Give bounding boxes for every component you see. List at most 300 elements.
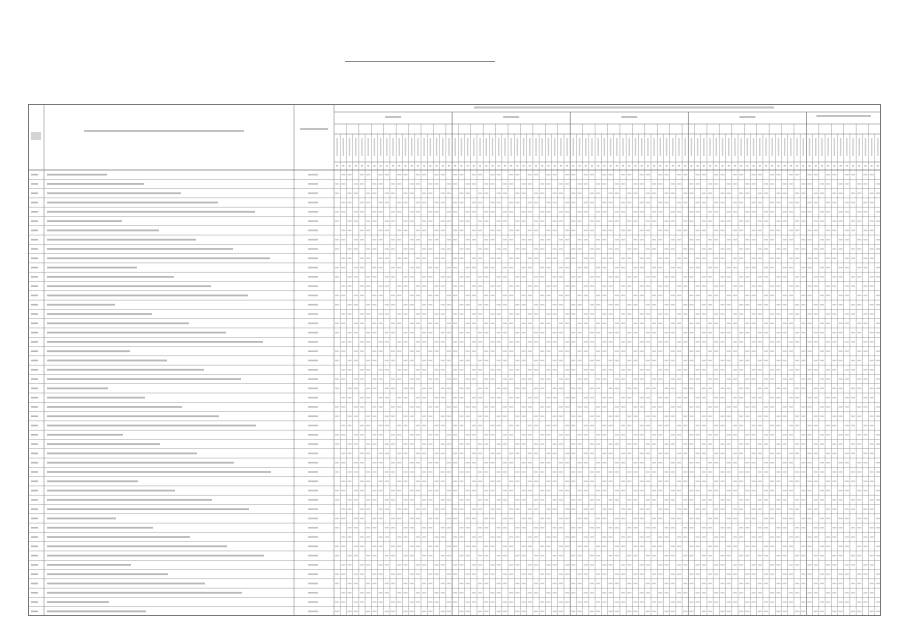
table-cell-smudge: [863, 434, 867, 435]
table-cell-smudge: [751, 267, 755, 268]
table-cell-smudge: [559, 323, 563, 324]
table-cell-smudge: [416, 425, 420, 426]
table-cell-smudge: [602, 490, 606, 491]
table-cell-smudge: [832, 276, 836, 277]
table-cell-smudge: [372, 490, 376, 491]
table-cell-smudge: [571, 285, 575, 286]
table-cell-smudge: [596, 434, 600, 435]
table-cell-smudge: [633, 193, 637, 194]
table-cell-smudge: [621, 378, 625, 379]
table-cell-smudge: [403, 193, 407, 194]
table-row-name-smudge: [47, 313, 152, 315]
table-cell-smudge: [870, 369, 874, 370]
table-cell-smudge: [497, 536, 501, 537]
table-cell-smudge: [571, 313, 575, 314]
table-cell-smudge: [366, 425, 370, 426]
table-cell-smudge: [360, 573, 364, 574]
table-row-code-smudge: [31, 220, 38, 222]
table-cell-smudge: [708, 248, 712, 249]
table-cell-smudge: [677, 518, 681, 519]
table-cell-smudge: [571, 397, 575, 398]
table-cell-smudge: [347, 527, 351, 528]
table-cell-smudge: [807, 462, 811, 463]
table-cell-smudge: [341, 239, 345, 240]
table-cell-smudge: [397, 518, 401, 519]
table-row-name-smudge: [47, 304, 115, 306]
table-row-name-smudge: [47, 499, 212, 501]
table-cell-smudge: [354, 193, 358, 194]
table-cell-smudge: [739, 258, 743, 259]
table-cell-smudge: [528, 425, 532, 426]
table-cell-smudge: [453, 508, 457, 509]
table-cell-smudge: [571, 202, 575, 203]
header-vertical-label-smudge: [784, 138, 785, 156]
table-cell-smudge: [683, 416, 687, 417]
table-cell-smudge: [422, 304, 426, 305]
table-cell-smudge: [559, 220, 563, 221]
table-cell-smudge: [447, 220, 451, 221]
table-cell-smudge: [832, 285, 836, 286]
table-cell-smudge: [633, 555, 637, 556]
table-cell-smudge: [360, 323, 364, 324]
header-column-number-smudge: [777, 165, 779, 167]
table-cell-smudge: [764, 332, 768, 333]
table-cell-smudge: [584, 202, 588, 203]
table-cell-smudge: [503, 601, 507, 602]
table-cell-smudge: [453, 378, 457, 379]
table-cell-smudge: [366, 174, 370, 175]
table-cell-smudge: [553, 220, 557, 221]
table-cell-smudge: [366, 369, 370, 370]
table-cell-smudge: [832, 443, 836, 444]
table-cell-smudge: [590, 443, 594, 444]
table-cell-smudge: [577, 583, 581, 584]
table-cell-smudge: [807, 434, 811, 435]
table-cell-smudge: [434, 573, 438, 574]
table-cell-smudge: [602, 536, 606, 537]
table-cell-smudge: [497, 388, 501, 389]
table-cell-smudge: [640, 434, 644, 435]
table-cell-smudge: [584, 481, 588, 482]
table-cell-smudge: [615, 388, 619, 389]
table-cell-smudge: [807, 573, 811, 574]
table-cell-smudge: [832, 527, 836, 528]
table-cell-smudge: [714, 230, 718, 231]
table-cell-smudge: [851, 555, 855, 556]
table-cell-smudge: [391, 276, 395, 277]
table-cell-smudge: [354, 295, 358, 296]
table-cell-smudge: [677, 397, 681, 398]
table-cell-smudge: [801, 601, 805, 602]
table-cell-smudge: [789, 518, 793, 519]
table-cell-smudge: [546, 267, 550, 268]
table-cell-smudge: [478, 536, 482, 537]
table-cell-smudge: [484, 267, 488, 268]
table-row-unit-smudge: [308, 202, 318, 204]
table-row-unit-smudge: [308, 323, 318, 325]
table-cell-smudge: [590, 564, 594, 565]
table-cell-smudge: [590, 388, 594, 389]
table-cell-smudge: [733, 425, 737, 426]
table-cell-smudge: [428, 267, 432, 268]
table-cell-smudge: [478, 471, 482, 472]
table-cell-smudge: [820, 183, 824, 184]
table-cell-smudge: [633, 471, 637, 472]
table-cell-smudge: [633, 546, 637, 547]
table-cell-smudge: [646, 174, 650, 175]
table-cell-smudge: [422, 258, 426, 259]
table-cell-smudge: [472, 341, 476, 342]
table-row-name-smudge: [47, 229, 159, 231]
table-cell-smudge: [472, 592, 476, 593]
table-cell-smudge: [658, 295, 662, 296]
table-cell-smudge: [534, 193, 538, 194]
table-cell-smudge: [652, 434, 656, 435]
table-cell-smudge: [403, 481, 407, 482]
table-cell-smudge: [540, 211, 544, 212]
table-cell-smudge: [633, 573, 637, 574]
table-cell-smudge: [347, 276, 351, 277]
table-cell-smudge: [646, 276, 650, 277]
table-cell-smudge: [497, 174, 501, 175]
header-vertical-label-smudge: [653, 138, 654, 156]
table-cell-smudge: [602, 267, 606, 268]
table-cell-smudge: [459, 258, 463, 259]
table-cell-smudge: [584, 592, 588, 593]
table-cell-smudge: [845, 481, 849, 482]
header-column-number-smudge: [460, 165, 462, 167]
table-cell-smudge: [820, 332, 824, 333]
header-vertical-label-smudge: [672, 138, 673, 156]
table-cell-smudge: [652, 601, 656, 602]
table-cell-smudge: [664, 369, 668, 370]
table-cell-smudge: [633, 611, 637, 612]
table-cell-smudge: [385, 416, 389, 417]
table-cell-smudge: [528, 453, 532, 454]
table-cell-smudge: [708, 276, 712, 277]
table-cell-smudge: [764, 193, 768, 194]
table-cell-smudge: [441, 592, 445, 593]
table-cell-smudge: [410, 527, 414, 528]
table-cell-smudge: [577, 462, 581, 463]
table-cell-smudge: [521, 350, 525, 351]
table-cell-smudge: [372, 211, 376, 212]
table-cell-smudge: [528, 434, 532, 435]
table-cell-smudge: [478, 443, 482, 444]
table-cell-smudge: [720, 481, 724, 482]
table-cell-smudge: [434, 406, 438, 407]
table-cell-smudge: [397, 573, 401, 574]
header-vertical-label-smudge: [796, 138, 797, 156]
table-cell-smudge: [472, 378, 476, 379]
table-cell-smudge: [615, 350, 619, 351]
table-cell-smudge: [739, 499, 743, 500]
table-cell-smudge: [565, 546, 569, 547]
table-cell-smudge: [596, 350, 600, 351]
table-cell-smudge: [497, 332, 501, 333]
table-cell-smudge: [354, 267, 358, 268]
table-cell-smudge: [341, 183, 345, 184]
table-cell-smudge: [671, 583, 675, 584]
table-cell-smudge: [770, 202, 774, 203]
form-title-block: [230, 60, 610, 62]
table-cell-smudge: [571, 443, 575, 444]
table-cell-smudge: [739, 453, 743, 454]
table-cell-smudge: [602, 406, 606, 407]
table-cell-smudge: [397, 239, 401, 240]
table-cell-smudge: [633, 350, 637, 351]
table-cell-smudge: [671, 499, 675, 500]
table-cell-smudge: [739, 536, 743, 537]
table-cell-smudge: [354, 601, 358, 602]
table-cell-smudge: [826, 546, 830, 547]
table-cell-smudge: [876, 220, 880, 221]
table-cell-smudge: [379, 230, 383, 231]
header-vertical-label-smudge: [504, 138, 505, 156]
table-cell-smudge: [416, 434, 420, 435]
table-cell-smudge: [627, 276, 631, 277]
table-cell-smudge: [776, 481, 780, 482]
table-cell-smudge: [428, 471, 432, 472]
table-cell-smudge: [863, 462, 867, 463]
table-cell-smudge: [615, 555, 619, 556]
table-cell-smudge: [677, 230, 681, 231]
table-cell-smudge: [807, 183, 811, 184]
table-cell-smudge: [621, 481, 625, 482]
table-cell-smudge: [546, 174, 550, 175]
table-cell-smudge: [379, 323, 383, 324]
table-cell-smudge: [689, 527, 693, 528]
header-vertical-label-smudge: [529, 138, 530, 156]
table-cell-smudge: [764, 276, 768, 277]
table-cell-smudge: [559, 611, 563, 612]
table-cell-smudge: [385, 332, 389, 333]
table-cell-smudge: [702, 248, 706, 249]
table-row-name-smudge: [47, 202, 218, 204]
header-vertical-label-smudge: [859, 138, 860, 156]
table-cell-smudge: [584, 350, 588, 351]
header-vertical-label-smudge: [821, 138, 822, 156]
table-cell-smudge: [428, 573, 432, 574]
table-cell-smudge: [764, 555, 768, 556]
table-cell-smudge: [416, 211, 420, 212]
table-cell-smudge: [696, 174, 700, 175]
header-column-number-smudge: [790, 165, 792, 167]
table-cell-smudge: [758, 174, 762, 175]
table-cell-smudge: [490, 564, 494, 565]
table-cell-smudge: [434, 258, 438, 259]
table-cell-smudge: [720, 443, 724, 444]
table-cell-smudge: [372, 267, 376, 268]
table-cell-smudge: [764, 239, 768, 240]
table-cell-smudge: [540, 388, 544, 389]
table-cell-smudge: [826, 174, 830, 175]
table-cell-smudge: [689, 388, 693, 389]
table-cell-smudge: [584, 378, 588, 379]
table-cell-smudge: [372, 388, 376, 389]
table-cell-smudge: [776, 230, 780, 231]
table-cell-smudge: [584, 462, 588, 463]
table-cell-smudge: [447, 378, 451, 379]
table-cell-smudge: [391, 518, 395, 519]
header-vertical-label-smudge: [417, 138, 418, 156]
table-cell-smudge: [851, 258, 855, 259]
table-cell-smudge: [422, 499, 426, 500]
table-cell-smudge: [702, 611, 706, 612]
table-cell-smudge: [609, 230, 613, 231]
table-cell-smudge: [385, 230, 389, 231]
table-row-code-smudge: [31, 192, 38, 194]
table-cell-smudge: [683, 397, 687, 398]
table-cell-smudge: [714, 490, 718, 491]
table-cell-smudge: [347, 248, 351, 249]
table-cell-smudge: [751, 350, 755, 351]
table-cell-smudge: [528, 490, 532, 491]
table-cell-smudge: [664, 481, 668, 482]
table-cell-smudge: [484, 406, 488, 407]
table-cell-smudge: [521, 499, 525, 500]
table-cell-smudge: [590, 592, 594, 593]
table-cell-smudge: [863, 453, 867, 454]
table-cell-smudge: [751, 202, 755, 203]
table-cell-smudge: [391, 378, 395, 379]
table-cell-smudge: [758, 555, 762, 556]
table-cell-smudge: [838, 248, 842, 249]
table-cell-smudge: [441, 416, 445, 417]
table-cell-smudge: [640, 285, 644, 286]
table-cell-smudge: [751, 295, 755, 296]
table-cell-smudge: [820, 490, 824, 491]
table-cell-smudge: [751, 258, 755, 259]
table-cell-smudge: [615, 360, 619, 361]
table-cell-smudge: [696, 546, 700, 547]
header-column-number-smudge: [529, 165, 531, 167]
table-cell-smudge: [565, 285, 569, 286]
table-cell-smudge: [627, 443, 631, 444]
table-cell-smudge: [640, 481, 644, 482]
table-cell-smudge: [341, 546, 345, 547]
table-cell-smudge: [727, 490, 731, 491]
table-cell-smudge: [397, 285, 401, 286]
table-cell-smudge: [714, 258, 718, 259]
table-cell-smudge: [584, 518, 588, 519]
table-cell-smudge: [739, 193, 743, 194]
table-cell-smudge: [534, 481, 538, 482]
header-code-caption-smudge: [31, 132, 41, 140]
table-cell-smudge: [870, 360, 874, 361]
table-cell-smudge: [472, 174, 476, 175]
table-cell-smudge: [789, 434, 793, 435]
table-cell-smudge: [360, 425, 364, 426]
table-cell-smudge: [814, 285, 818, 286]
table-cell-smudge: [770, 601, 774, 602]
table-cell-smudge: [609, 443, 613, 444]
table-cell-smudge: [795, 258, 799, 259]
table-cell-smudge: [416, 378, 420, 379]
table-cell-smudge: [633, 434, 637, 435]
table-cell-smudge: [714, 573, 718, 574]
table-cell-smudge: [770, 397, 774, 398]
table-cell-smudge: [534, 304, 538, 305]
table-cell-smudge: [677, 490, 681, 491]
table-cell-smudge: [677, 211, 681, 212]
table-cell-smudge: [596, 295, 600, 296]
table-row-unit-smudge: [308, 508, 318, 510]
table-cell-smudge: [733, 536, 737, 537]
table-cell-smudge: [546, 434, 550, 435]
table-cell-smudge: [658, 518, 662, 519]
table-cell-smudge: [677, 341, 681, 342]
table-cell-smudge: [739, 276, 743, 277]
table-row-name-smudge: [47, 592, 242, 594]
table-cell-smudge: [870, 583, 874, 584]
table-cell-smudge: [683, 285, 687, 286]
table-cell-smudge: [553, 443, 557, 444]
table-cell-smudge: [807, 350, 811, 351]
table-cell-smudge: [739, 220, 743, 221]
table-cell-smudge: [714, 295, 718, 296]
table-cell-smudge: [379, 490, 383, 491]
table-cell-smudge: [422, 592, 426, 593]
table-cell-smudge: [826, 350, 830, 351]
table-cell-smudge: [596, 183, 600, 184]
table-cell-smudge: [379, 564, 383, 565]
table-cell-smudge: [484, 546, 488, 547]
header-column-number-smudge: [535, 165, 537, 167]
table-cell-smudge: [708, 490, 712, 491]
table-cell-smudge: [565, 406, 569, 407]
table-cell-smudge: [826, 518, 830, 519]
table-cell-smudge: [851, 276, 855, 277]
table-cell-smudge: [521, 239, 525, 240]
table-cell-smudge: [876, 443, 880, 444]
table-cell-smudge: [335, 406, 339, 407]
table-cell-smudge: [447, 211, 451, 212]
table-cell-smudge: [758, 332, 762, 333]
table-cell-smudge: [745, 555, 749, 556]
table-cell-smudge: [372, 295, 376, 296]
table-cell-smudge: [366, 443, 370, 444]
header-column-number-smudge: [697, 165, 699, 167]
table-cell-smudge: [379, 508, 383, 509]
table-cell-smudge: [453, 434, 457, 435]
table-cell-smudge: [826, 295, 830, 296]
table-cell-smudge: [503, 267, 507, 268]
table-cell-smudge: [385, 508, 389, 509]
table-cell-smudge: [621, 369, 625, 370]
table-row-name-smudge: [47, 360, 167, 362]
table-cell-smudge: [770, 490, 774, 491]
table-cell-smudge: [770, 434, 774, 435]
table-cell-smudge: [416, 508, 420, 509]
table-cell-smudge: [385, 527, 389, 528]
table-cell-smudge: [341, 341, 345, 342]
table-cell-smudge: [739, 592, 743, 593]
table-cell-smudge: [621, 267, 625, 268]
table-cell-smudge: [621, 462, 625, 463]
table-row-code-smudge: [31, 313, 38, 315]
table-cell-smudge: [857, 490, 861, 491]
table-cell-smudge: [347, 360, 351, 361]
table-cell-smudge: [602, 434, 606, 435]
table-cell-smudge: [633, 332, 637, 333]
table-row-unit-smudge: [308, 546, 318, 548]
table-row-name-smudge: [47, 183, 144, 185]
table-cell-smudge: [832, 453, 836, 454]
table-row-unit-smudge: [308, 397, 318, 399]
table-cell-smudge: [658, 341, 662, 342]
table-cell-smudge: [720, 332, 724, 333]
